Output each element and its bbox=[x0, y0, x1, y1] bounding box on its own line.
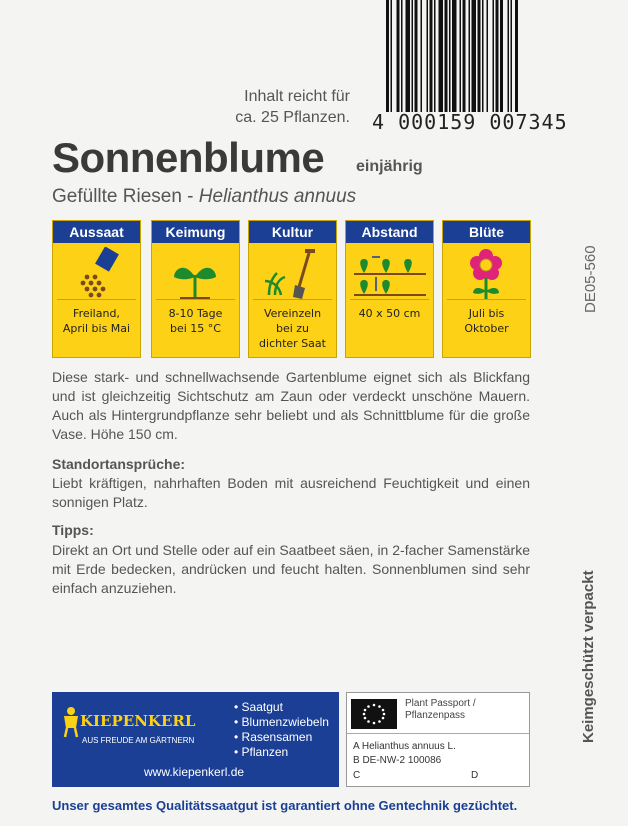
passport-row-a: A Helianthus annuus L. bbox=[353, 741, 456, 752]
barcode-bar bbox=[445, 0, 448, 112]
barcode-bar bbox=[496, 0, 499, 112]
info-box-spacing bbox=[345, 220, 434, 358]
brand-product-item: • Pflanzen bbox=[234, 745, 289, 759]
barcode-bar bbox=[430, 0, 433, 112]
lifecycle-label: einjährig bbox=[356, 158, 423, 175]
barcode-bar bbox=[421, 0, 423, 112]
passport-title-line: Plant Passport / bbox=[405, 698, 476, 709]
info-line: Freiland, bbox=[73, 307, 120, 320]
contents-note bbox=[200, 86, 350, 128]
info-box-label: Kultur bbox=[249, 221, 336, 243]
info-line: bei zu bbox=[275, 322, 310, 335]
barcode-bar bbox=[478, 0, 481, 112]
brand-product-item: • Rasensamen bbox=[234, 730, 313, 744]
barcode-bar bbox=[386, 0, 389, 112]
info-box-sowing bbox=[52, 220, 141, 358]
spacing-icon bbox=[346, 243, 433, 299]
info-line: 40 x 50 cm bbox=[358, 307, 421, 320]
barcode-bar bbox=[406, 0, 411, 112]
barcode-bar bbox=[439, 0, 444, 112]
article-number bbox=[574, 225, 614, 315]
kiepenkerl-figure-icon bbox=[60, 706, 82, 738]
variety-name: Gefüllte Riesen - bbox=[52, 186, 199, 207]
tips-text: Direkt an Ort und Stelle oder auf ein Saatbeet säen, in 2-facher Samenstärke mit Erde bedecken, andrücken und feucht halten. Sonnenblumen sind sehr einfach anzuziehen. bbox=[52, 542, 530, 596]
info-line: Juli bis bbox=[468, 307, 505, 320]
barcode-bar bbox=[515, 0, 518, 112]
passport-row-d: D bbox=[471, 770, 479, 781]
footer-note: Unser gesamtes Qualitätssaatgut ist garantiert ohne Gentechnik gezüchtet. bbox=[52, 798, 518, 813]
location-text: Liebt kräftigen, nahrhaften Boden mit ausreichend Feuchtigkeit und einen sonnigen Platz. bbox=[52, 475, 530, 510]
brand-url: www.kiepenkerl.de bbox=[144, 765, 245, 779]
barcode-bar bbox=[493, 0, 495, 112]
info-box-text bbox=[57, 299, 136, 336]
seed-packet-icon bbox=[53, 243, 140, 299]
barcode-bar bbox=[500, 0, 503, 112]
seedling-icon bbox=[152, 243, 239, 299]
article-number-text: DE05-560 bbox=[582, 245, 599, 313]
contents-line-2: ca. 25 Pflanzen. bbox=[235, 109, 350, 126]
spade-icon bbox=[249, 243, 336, 299]
info-box-cultivation bbox=[248, 220, 337, 358]
barcode-bar bbox=[511, 0, 513, 112]
barcode-bar bbox=[449, 0, 451, 112]
barcode-bar bbox=[434, 0, 436, 112]
brand-name: KIEPENKERL bbox=[80, 712, 196, 730]
barcode-bar bbox=[412, 0, 414, 112]
brand-product-item: • Blumenzwiebeln bbox=[234, 715, 329, 729]
side-note bbox=[576, 545, 610, 745]
info-box-text bbox=[156, 299, 235, 336]
info-box-text bbox=[253, 299, 332, 351]
tips-heading: Tipps: bbox=[52, 522, 94, 538]
barcode-bar bbox=[415, 0, 418, 112]
info-line: bei 15 °C bbox=[170, 322, 221, 335]
info-line: Vereinzeln bbox=[263, 307, 322, 320]
info-line: April bis Mai bbox=[62, 322, 131, 335]
barcode-bar bbox=[452, 0, 457, 112]
passport-title-line: Pflanzenpass bbox=[405, 710, 466, 721]
barcode bbox=[384, 0, 574, 112]
info-line: dichter Saat bbox=[259, 337, 326, 350]
barcode-bar bbox=[469, 0, 471, 112]
side-note-text: Keimgeschützt verpackt bbox=[580, 570, 597, 743]
info-box-label: Abstand bbox=[346, 221, 433, 243]
barcode-number: 4 000159 007345 bbox=[372, 110, 568, 134]
latin-name: Helianthus annuus bbox=[198, 186, 357, 207]
barcode-bar bbox=[487, 0, 489, 112]
passport-title bbox=[405, 698, 476, 722]
passport-row-c: C bbox=[353, 770, 361, 781]
info-line: Oktober bbox=[464, 322, 509, 335]
brand-product-item: • Saatgut bbox=[234, 700, 283, 714]
product-subtitle bbox=[52, 186, 356, 208]
info-box-label: Keimung bbox=[152, 221, 239, 243]
info-box-text bbox=[447, 299, 526, 336]
divider bbox=[347, 733, 529, 734]
info-box-label: Blüte bbox=[443, 221, 530, 243]
product-title: Sonnenblume bbox=[52, 134, 325, 181]
info-box-germination bbox=[151, 220, 240, 358]
barcode-bar bbox=[482, 0, 484, 112]
info-box-label: Aussaat bbox=[53, 221, 140, 243]
info-line: 8-10 Tage bbox=[168, 307, 223, 320]
barcode-bar bbox=[460, 0, 462, 112]
brand-panel bbox=[52, 692, 339, 787]
contents-line-1: Inhalt reicht für bbox=[244, 88, 350, 105]
barcode-bar bbox=[397, 0, 400, 112]
barcode-bar bbox=[463, 0, 466, 112]
barcode-bar bbox=[401, 0, 403, 112]
barcode-bar bbox=[508, 0, 510, 112]
brand-slogan: AUS FREUDE AM GÄRTNERN bbox=[82, 736, 195, 745]
info-box-bloom bbox=[442, 220, 531, 358]
product-description: Diese stark- und schnellwachsende Gartenblume eignet sich als Blickfang und ist gleichzeitig Sichtschutz am Zaun oder verdeckt unschöne Mauern. Auch als Hintergrundpflanze sehr beliebt und als Schnittblume für die große Vase. Höhe 150 cm. bbox=[52, 369, 530, 442]
barcode-bar bbox=[472, 0, 477, 112]
passport-row-b: B DE-NW-2 100086 bbox=[353, 755, 442, 766]
eu-flag-icon bbox=[351, 699, 397, 729]
location-heading: Standortansprüche: bbox=[52, 456, 186, 472]
flower-icon bbox=[443, 243, 530, 299]
plant-passport bbox=[346, 692, 530, 787]
barcode-bar bbox=[391, 0, 393, 112]
brand-product-list bbox=[234, 700, 329, 760]
barcode-bar bbox=[427, 0, 429, 112]
